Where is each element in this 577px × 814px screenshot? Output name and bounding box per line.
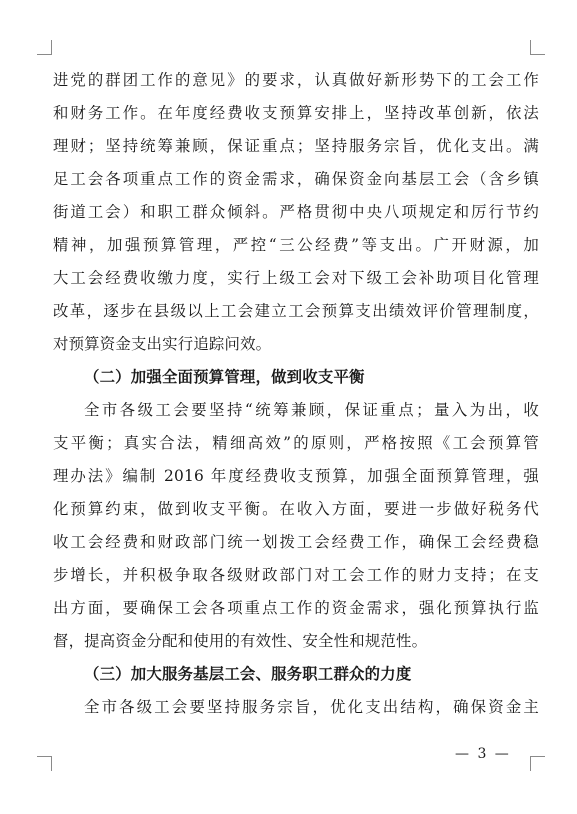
paragraph-line: 精神，加强预算管理，严控“三公经费”等支出。广开财源，加: [53, 236, 539, 254]
paragraph-line: 督，提高资金分配和使用的有效性、安全性和规范性。: [53, 632, 428, 650]
paragraph-line: 足工会各项重点工作的资金需求，确保资金向基层工会（含乡镇: [53, 170, 539, 188]
crop-mark-top-right: [530, 40, 545, 55]
paragraph-line: 理财；坚持统筹兼顾，保证重点；坚持服务宗旨，优化支出。满: [53, 137, 539, 155]
document-body: [53, 64, 539, 724]
paragraph-line: 全市各级工会要坚持服务宗旨，优化支出结构，确保资金主: [84, 698, 539, 716]
paragraph-line: 全市各级工会要坚持“统筹兼顾，保证重点；量入为出，收: [84, 401, 539, 419]
paragraph-line: 对预算资金支出实行追踪问效。: [53, 335, 272, 353]
crop-mark-bottom-left: [37, 756, 52, 771]
page-number: — 3 —: [455, 746, 511, 762]
section-heading: （三）加大服务基层工会、服务职工群众的力度: [84, 665, 412, 683]
paragraph-line: 步增长，并积极争取各级财政部门对工会工作的财力支持；在支: [53, 566, 539, 584]
paragraph-line: 收工会经费和财政部门统一划拨工会经费工作，确保工会经费稳: [53, 533, 539, 551]
paragraph-line: 化预算约束，做到收支平衡。在收入方面，要进一步做好税务代: [53, 500, 539, 518]
paragraph-line: 街道工会）和职工群众倾斜。严格贯彻中央八项规定和厉行节约: [53, 203, 539, 221]
paragraph-line: 和财务工作。在年度经费收支预算安排上，坚持改革创新，依法: [53, 104, 539, 122]
section-heading: （二）加强全面预算管理，做到收支平衡: [84, 368, 365, 386]
paragraph-line: 进党的群团工作的意见》的要求，认真做好新形势下的工会工作: [53, 71, 539, 89]
crop-mark-bottom-right: [530, 756, 545, 771]
paragraph-line: 支平衡；真实合法，精细高效”的原则，严格按照《工会预算管: [53, 434, 539, 452]
paragraph-line: 大工会经费收缴力度，实行上级工会对下级工会补助项目化管理: [53, 269, 539, 287]
paragraph-line: 理办法》编制 2016 年度经费收支预算，加强全面预算管理，强: [53, 467, 539, 485]
crop-mark-top-left: [37, 40, 52, 55]
paragraph-line: 改革，逐步在县级以上工会建立工会预算支出绩效评价管理制度，: [53, 302, 539, 320]
paragraph-line: 出方面，要确保工会各项重点工作的资金需求，强化预算执行监: [53, 599, 539, 617]
